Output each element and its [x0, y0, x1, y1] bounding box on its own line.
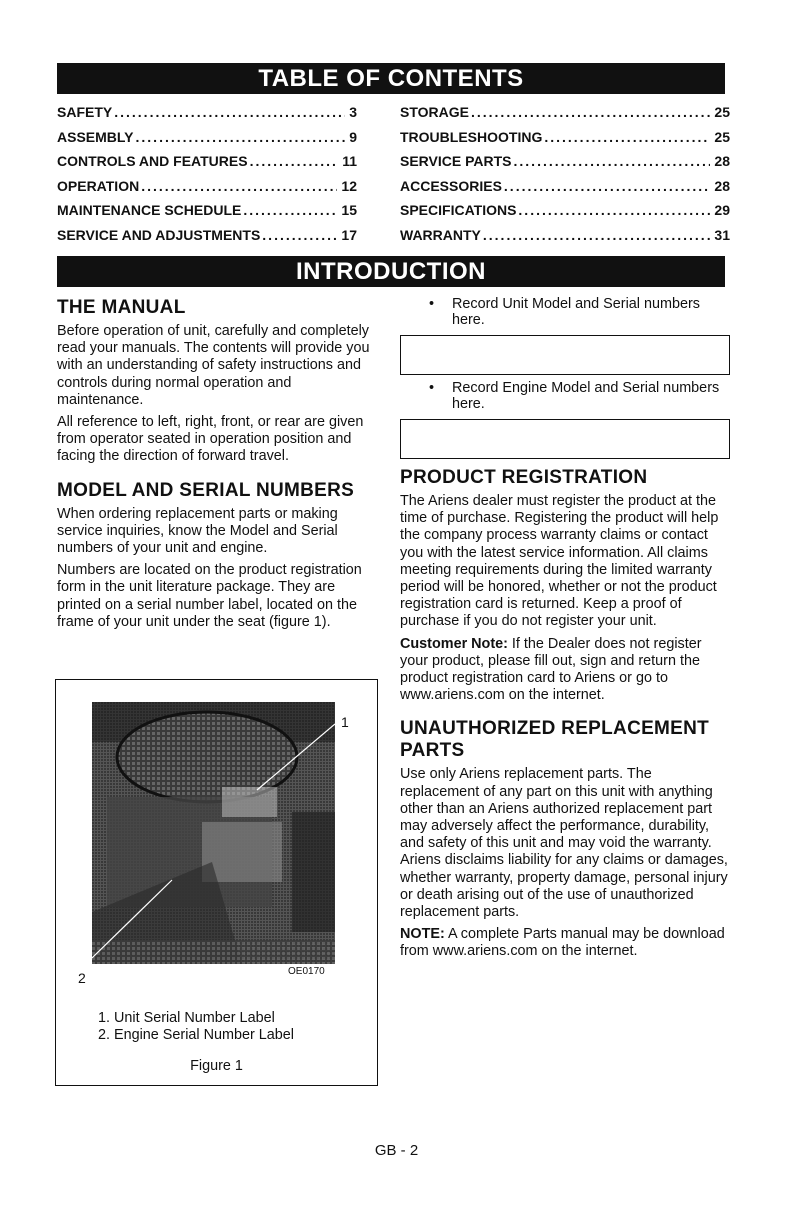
figure-code: OE0170 — [288, 966, 325, 977]
record-engine-bullet: • Record Engine Model and Serial numbers here. — [429, 380, 720, 412]
toc-entry[interactable]: SAFETY ..... 3 — [57, 100, 357, 125]
toc-right-column — [400, 100, 730, 248]
callout-2: 2 — [78, 970, 86, 986]
introduction-banner: INTRODUCTION — [57, 256, 725, 287]
toc-entry[interactable]: SERVICE PARTS ..... 28 — [400, 149, 730, 174]
toc-banner: TABLE OF CONTENTS — [57, 63, 725, 94]
note-label: NOTE: — [400, 926, 445, 943]
model-paragraph: When ordering replacement parts or making service inquiries, know the Model and Serial numbers of your unit and engine. — [57, 505, 338, 557]
toc-entry[interactable]: CONTROLS AND FEATURES ..... 11 — [57, 149, 357, 174]
toc-entry[interactable]: WARRANTY ..... 31 — [400, 223, 730, 248]
right-column — [400, 297, 730, 961]
toc-entry[interactable]: STORAGE ..... 25 — [400, 100, 730, 125]
customer-note: Customer Note: If the Dealer does not register your product, please fill out, sign and return the product registration card to Ariens or go to www.ariens.com on the internet. — [400, 635, 702, 704]
unit-serial-entry-box[interactable] — [400, 335, 730, 375]
toc-entry[interactable]: SPECIFICATIONS ..... 29 — [400, 198, 730, 223]
manual-paragraph: All reference to left, right, front, or rear are given from operator seated in operation position and facing the direction of forward travel. — [57, 414, 364, 465]
model-serial-heading: MODEL AND SERIAL NUMBERS — [57, 479, 355, 501]
callout-1: 1 — [341, 714, 349, 730]
figure-1 — [55, 679, 378, 1086]
figure-legend — [98, 1010, 294, 1044]
toc-left-column — [57, 100, 357, 248]
customer-note-label: Customer Note: — [400, 635, 508, 652]
record-unit-bullet: • Record Unit Model and Serial numbers here. — [429, 296, 700, 328]
parts-note: NOTE: A complete Parts manual may be download from www.ariens.com on the internet. — [400, 926, 725, 960]
manual-paragraph: Before operation of unit, carefully and completely read your manuals. The contents will provide you with an understanding of safety instructions and controls during normal operation and maintenance. — [57, 323, 370, 408]
toc-entry[interactable]: SERVICE AND ADJUSTMENTS ..... 17 — [57, 223, 357, 248]
registration-paragraph: The Ariens dealer must register the product at the time of purchase. Registering the product will help the company process warranty claims or contact you with the latest service information. All claims meeting requirements during the limited warranty period will be honored, whether or not the product registration card is returned. Keep a proof of purchase if you do not register your unit. — [400, 493, 719, 630]
toc-entry[interactable]: MAINTENANCE SCHEDULE ..... 15 — [57, 198, 357, 223]
toc-entry[interactable]: ASSEMBLY ..... 9 — [57, 125, 357, 150]
page-number: GB - 2 — [374, 1142, 419, 1159]
engine-photo — [92, 702, 335, 964]
engine-serial-entry-box[interactable] — [400, 419, 730, 459]
unauthorized-parts-heading: UNAUTHORIZED REPLACEMENT PARTS — [400, 718, 710, 762]
figure-caption: Figure 1 — [190, 1058, 243, 1074]
toc-entry[interactable]: TROUBLESHOOTING ..... 25 — [400, 125, 730, 150]
unauthorized-paragraph: Use only Ariens replacement parts. The replacement of any part on this unit with anything other than an Ariens authorized replacement part may adversely affect the performance, durability, and safety of this unit and may void the warranty. Ariens disclaims liability for any claims or damages, whether warranty, property damage, personal injury or death arising out of the use of unauthorized replacement parts. — [400, 766, 728, 921]
toc-entry[interactable]: ACCESSORIES ..... 28 — [400, 174, 730, 199]
model-paragraph: Numbers are located on the product registration form in the unit literature package. They are printed on a serial number label, located on the frame of your unit under the seat (figure 1). — [57, 562, 362, 630]
left-column — [57, 297, 375, 631]
the-manual-heading: THE MANUAL — [57, 297, 186, 318]
toc-entry[interactable]: OPERATION ..... 12 — [57, 174, 357, 199]
product-registration-heading: PRODUCT REGISTRATION — [400, 467, 648, 488]
bullet-dot: • — [429, 380, 435, 396]
legend-item: 2. Engine Serial Number Label — [98, 1027, 294, 1043]
bullet-dot: • — [429, 296, 435, 312]
legend-item: 1. Unit Serial Number Label — [98, 1010, 275, 1026]
